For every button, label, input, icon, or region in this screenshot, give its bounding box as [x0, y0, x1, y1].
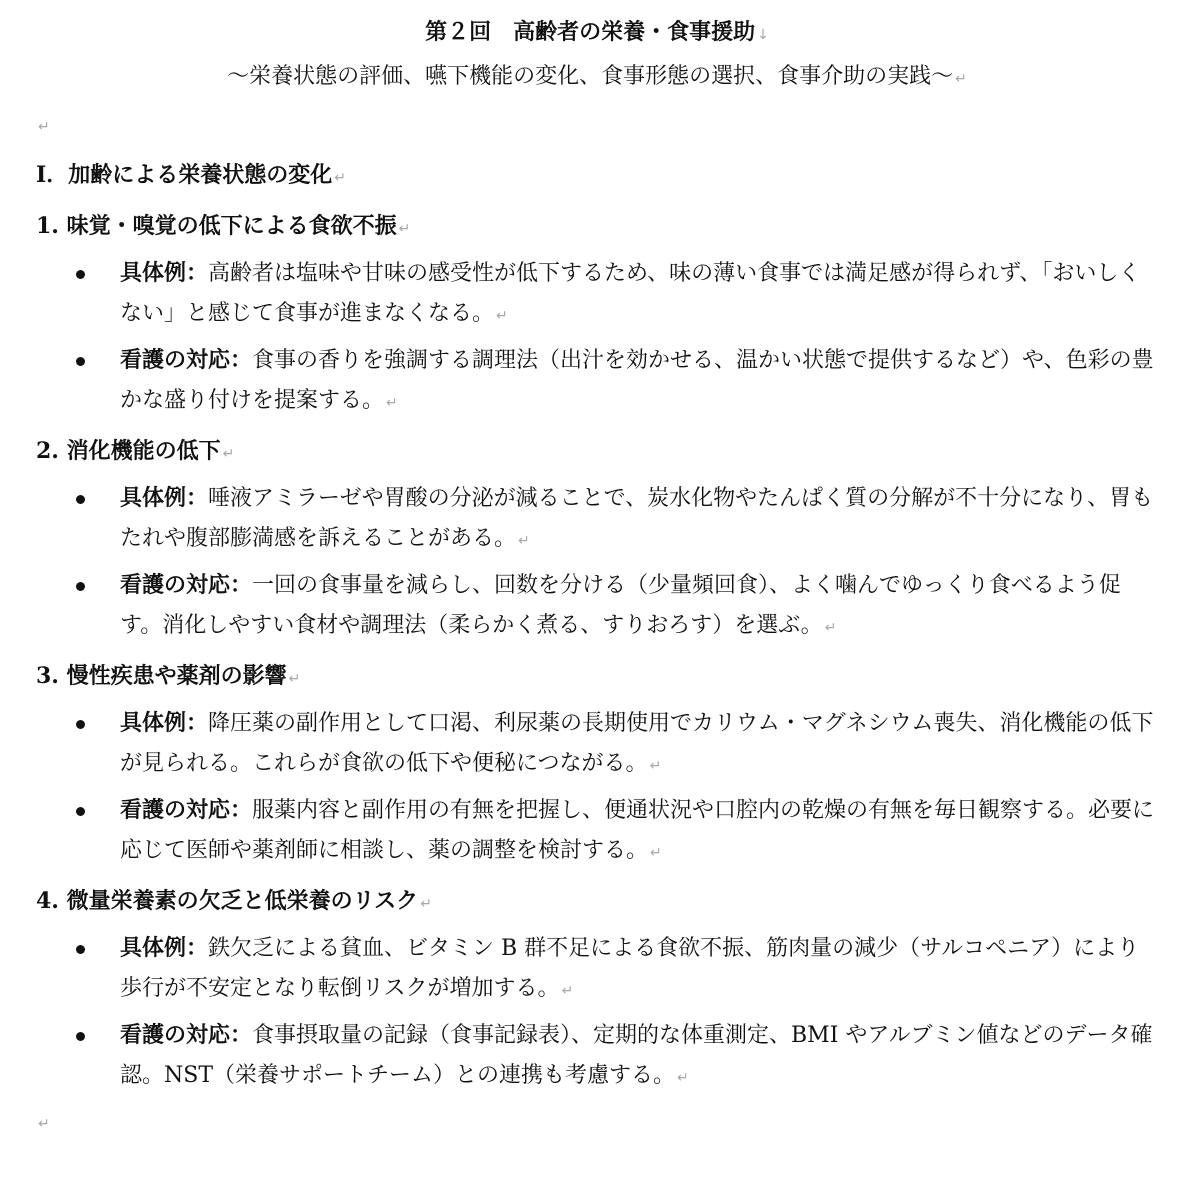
bullet-item [36, 790, 1158, 873]
section-heading: 3. 慢性疾患や薬剤の影響 ↵ [36, 652, 1158, 703]
bullet-text: 鉄欠乏による貧血、ビタミン B 群不足による食欲不振、筋肉量の減少（サルコペニア）により歩行が不安定となり転倒リスクが増加する。 ↵ [120, 936, 1139, 1001]
paragraph-mark [755, 19, 769, 45]
document-subtitle: ～栄養状態の評価、嚥下機能の変化、食事形態の選択、食事介助の実践～ ↵ [36, 57, 1158, 99]
chapter-heading: Ⅰ．加齢による栄養状態の変化 ↵ [36, 151, 1158, 202]
section-heading: 1. 味覚・嗅覚の低下による食欲不振 ↵ [36, 202, 1158, 253]
bullet-label: 具体例： [120, 710, 209, 736]
bullet-item [36, 340, 1158, 423]
bullet-label: 看護の対応： [120, 797, 253, 823]
bullet-list [36, 703, 1158, 873]
bullet-dot-icon [76, 807, 85, 816]
blank-paragraph [36, 99, 1158, 151]
bullet-dot-icon [76, 495, 85, 504]
bullet-text: 食事の香りを強調する調理法（出汁を効かせる、温かい状態で提供するなど）や、色彩の豊かな盛り付けを提案する。 ↵ [120, 348, 1154, 413]
bullet-text: 唾液アミラーゼや胃酸の分泌が減ることで、炭水化物やたんぱく質の分解が不十分になり、胃もたれや腹部膨満感を訴えることがある。 ↵ [120, 486, 1153, 551]
bullet-dot-icon [76, 945, 85, 954]
document-title-text: 第２回 高齢者の栄養・食事援助 [425, 19, 756, 45]
bullet-dot-icon [76, 357, 85, 366]
bullet-dot-icon [76, 270, 85, 279]
bullet-label: 具体例： [120, 485, 209, 511]
bullet-item [36, 703, 1158, 786]
section-2 [36, 427, 1158, 648]
bullet-item [36, 928, 1158, 1011]
bullet-label: 具体例： [120, 935, 209, 961]
bullet-item [36, 1015, 1158, 1098]
bullet-list [36, 928, 1158, 1098]
bullet-label: 看護の対応： [120, 572, 253, 598]
bullet-label: 具体例： [120, 260, 209, 286]
bullet-list [36, 253, 1158, 423]
section-heading: 2. 消化機能の低下 ↵ [36, 427, 1158, 478]
bullet-text: 高齢者は塩味や甘味の感受性が低下するため、味の薄い食事では満足感が得られず、「おいしくない」と感じて食事が進まなくなる。 ↵ [120, 261, 1140, 326]
bullet-label: 看護の対応： [120, 1022, 253, 1048]
blank-paragraph [36, 1102, 1158, 1142]
bullet-label: 看護の対応： [120, 347, 253, 373]
bullet-item [36, 478, 1158, 561]
document-title [36, 10, 1158, 57]
bullet-dot-icon [76, 720, 85, 729]
bullet-text: 食事摂取量の記録（食事記録表）、定期的な体重測定、BMI やアルブミン値などのデータ確認。NST（栄養サポートチーム）との連携も考慮する。 ↵ [120, 1023, 1153, 1088]
section-heading: 4. 微量栄養素の欠乏と低栄養のリスク ↵ [36, 877, 1158, 928]
bullet-text: 降圧薬の副作用として口渇、利尿薬の長期使用でカリウム・マグネシウム喪失、消化機能の低下が見られる。これらが食欲の低下や便秘につながる。 ↵ [120, 711, 1153, 776]
section-3 [36, 652, 1158, 873]
bullet-text: 服薬内容と副作用の有無を把握し、便通状況や口腔内の乾燥の有無を毎日観察する。必要に応じて医師や薬剤師に相談し、薬の調整を検討する。 ↵ [120, 798, 1154, 863]
bullet-dot-icon [76, 582, 85, 591]
bullet-dot-icon [76, 1032, 85, 1041]
bullet-list [36, 478, 1158, 648]
bullet-text: 一回の食事量を減らし、回数を分ける（少量頻回食）、よく噛んでゆっくり食べるよう促す。消化しやすい食材や調理法（柔らかく煮る、すりおろす）を選ぶ。 ↵ [120, 573, 1121, 638]
bullet-item [36, 253, 1158, 336]
section-4 [36, 877, 1158, 1098]
section-1 [36, 202, 1158, 423]
bullet-item [36, 565, 1158, 648]
